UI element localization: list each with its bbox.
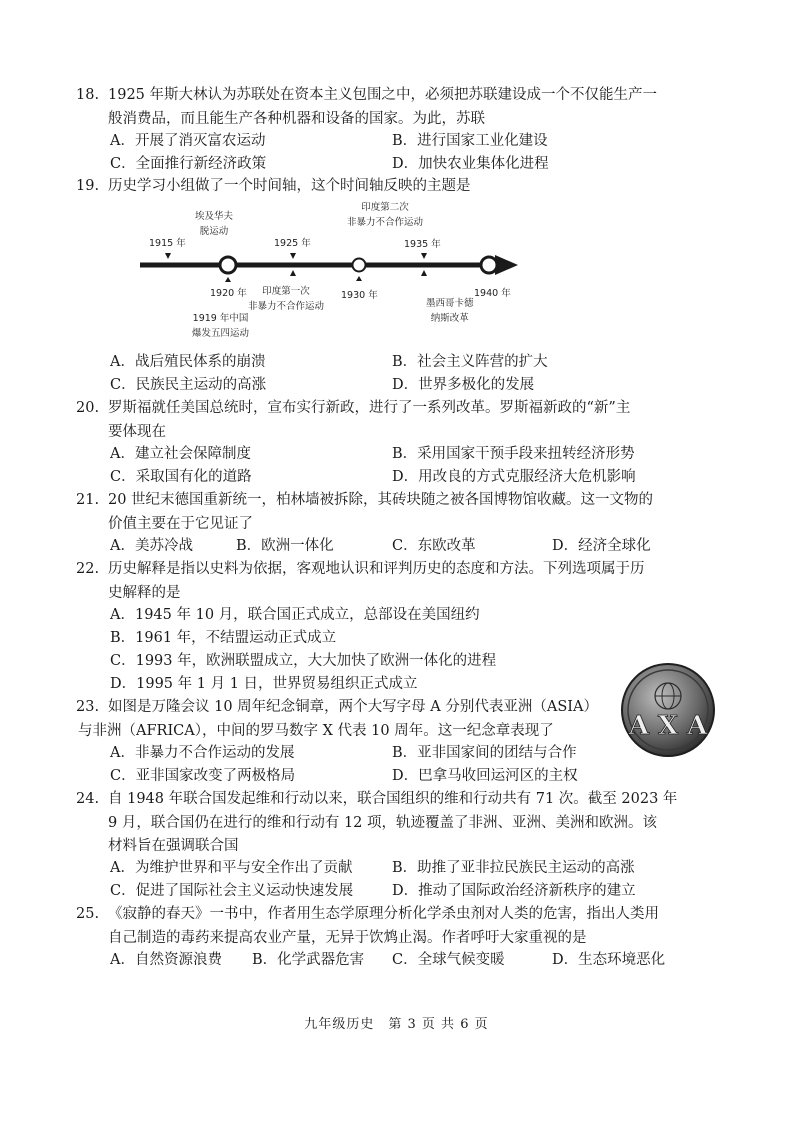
label-line: 纳斯改革 xyxy=(430,313,469,324)
label-1925: 1925 年 xyxy=(274,238,311,249)
tick-below-1920 xyxy=(225,277,231,282)
stem-line: 价值主要在于它见证了 xyxy=(108,515,253,532)
tick-1915 xyxy=(165,253,171,259)
stem-line: 与非洲（AFRICA），中间的罗马数字 X 代表 10 周年。这一纪念章表现了 xyxy=(78,722,554,739)
stem-line: 自 1948 年联合国发起维和行动以来，联合国组织的维和行动共有 71 次。截至 2023 年 xyxy=(108,791,678,807)
question-stem xyxy=(78,489,718,536)
question-number: 22. xyxy=(76,561,100,577)
label-line: 埃及华夫 xyxy=(195,211,234,222)
question-19 xyxy=(78,175,718,199)
option-d: D．推动了国际政治经济新秩序的建立 xyxy=(392,883,636,899)
option-c: C．1993 年，欧洲联盟成立，大大加快了欧洲一体化的进程 xyxy=(110,653,497,669)
option-a: A．战后殖民体系的崩溃 xyxy=(110,354,266,370)
tick-1935 xyxy=(421,253,427,259)
label-line: 墨西哥卡德 xyxy=(426,298,474,309)
bandung-medal-image xyxy=(620,662,716,758)
question-24 xyxy=(78,788,718,859)
tick-below-1935 xyxy=(421,270,427,276)
option-c: C．全面推行新经济政策 xyxy=(110,156,267,172)
question-number: 20. xyxy=(76,400,100,416)
question-stem xyxy=(78,788,718,859)
stem-line: 材料旨在强调联合国 xyxy=(108,838,239,854)
stem-line: 罗斯福就任美国总统时，宣布实行新政，进行了一系列改革。罗斯福新政的“新”主 xyxy=(108,400,631,416)
option-b: B．采用国家干预手段来扭转经济形势 xyxy=(392,446,635,462)
option-d: D．加快农业集体化进程 xyxy=(392,156,549,172)
stem-line: 要体现在 xyxy=(108,423,166,440)
option-d: D．世界多极化的发展 xyxy=(392,377,535,393)
option-b: B．欧洲一体化 xyxy=(236,538,334,554)
page-footer: 九年级历史 第 3 页 共 6 页 xyxy=(304,1017,489,1032)
option-a: A．为维护世界和平与安全作出了贡献 xyxy=(110,860,353,876)
label-india-second xyxy=(347,200,423,230)
option-d: D．1995 年 1 月 1 日，世界贸易组织正式成立 xyxy=(110,676,418,692)
timeline-axis xyxy=(130,250,530,282)
label-line: 印度第一次 xyxy=(262,286,310,297)
option-b: B．化学武器危害 xyxy=(252,952,365,968)
question-22 xyxy=(78,558,718,605)
option-a: A．开展了消灭富农运动 xyxy=(110,133,266,149)
label-egypt xyxy=(195,209,233,239)
tick-below-1925 xyxy=(290,270,296,276)
label-line: 脱运动 xyxy=(199,226,229,237)
label-line: 非暴力不合作运动 xyxy=(347,217,424,228)
stem-line: 自己制造的毒药来提高农业产量，无异于饮鸩止渴。作者呼吁大家重视的是 xyxy=(108,929,587,946)
label-line: 印度第二次 xyxy=(361,202,409,213)
label-line: 非暴力不合作运动 xyxy=(248,301,325,312)
marker-1940 xyxy=(481,257,497,273)
question-23 xyxy=(78,696,618,743)
option-a: A．自然资源浪费 xyxy=(110,952,222,968)
option-a: A．非暴力不合作运动的发展 xyxy=(110,745,295,761)
question-stem xyxy=(78,175,718,199)
stem-line: 9 月，联合国仍在进行的维和行动有 12 项，轨迹覆盖了非洲、亚洲、美洲和欧洲。该 xyxy=(108,814,658,831)
option-d: D．用改良的方式克服经济大危机影响 xyxy=(392,469,636,485)
question-stem xyxy=(78,558,718,605)
stem-line: 史解释的是 xyxy=(108,584,181,601)
option-c: C．采取国有化的道路 xyxy=(110,469,252,485)
question-stem xyxy=(78,84,718,131)
question-18 xyxy=(78,84,718,131)
question-number: 25. xyxy=(76,906,100,922)
label-mexico xyxy=(426,296,474,326)
option-c: C．东欧改革 xyxy=(392,538,476,554)
question-stem xyxy=(78,397,718,444)
question-number: 21. xyxy=(76,492,100,508)
tick-below-1930 xyxy=(356,276,362,281)
question-25 xyxy=(78,903,718,950)
label-1915: 1915 年 xyxy=(149,238,186,249)
marker-1920 xyxy=(220,257,236,273)
option-c: C．亚非国家改变了两极格局 xyxy=(110,768,296,784)
option-d: D．生态环境恶化 xyxy=(552,952,666,968)
label-line: 1919 年中国 xyxy=(192,313,249,324)
label-india-first xyxy=(248,284,324,314)
question-20 xyxy=(78,397,718,444)
stem-line: 《寂静的春天》一书中，作者用生态学原理分析化学杀虫剂对人类的危害，指出人类用 xyxy=(108,906,659,922)
question-stem xyxy=(78,696,618,743)
question-21 xyxy=(78,489,718,536)
option-b: B．进行国家工业化建设 xyxy=(392,133,548,149)
stem-line: 1925 年斯大林认为苏联处在资本主义包围之中，必须把苏联建设成一个不仅能生产一 xyxy=(108,87,658,103)
question-number: 24. xyxy=(76,791,100,807)
stem-line: 历史学习小组做了一个时间轴，这个时间轴反映的主题是 xyxy=(108,178,471,194)
option-b: B．亚非国家间的团结与合作 xyxy=(392,745,577,761)
option-a: A．建立社会保障制度 xyxy=(110,446,251,462)
question-number: 23. xyxy=(76,699,100,715)
stem-line: 历史解释是指以史料为依据，客观地认识和评判历史的态度和方法。下列选项属于历 xyxy=(108,561,645,577)
stem-line: 如图是万隆会议 10 周年纪念铜章，两个大写字母 A 分别代表亚洲（ASIA） xyxy=(108,699,598,715)
question-number: 19. xyxy=(76,178,100,194)
tick-1925 xyxy=(290,253,296,259)
question-stem xyxy=(78,903,718,950)
label-china xyxy=(192,311,249,341)
option-b: B．助推了亚非拉民族民主运动的高涨 xyxy=(392,860,635,876)
label-line: 爆发五四运动 xyxy=(192,328,250,339)
label-1940: 1940 年 xyxy=(474,288,511,299)
label-1920: 1920 年 xyxy=(210,288,247,299)
option-b: B．1961 年，不结盟运动正式成立 xyxy=(110,630,337,646)
label-1930: 1930 年 xyxy=(341,290,378,301)
option-a: A．美苏冷战 xyxy=(110,538,193,554)
option-d: D．经济全球化 xyxy=(552,538,651,554)
marker-1930 xyxy=(353,259,366,272)
label-1935: 1935 年 xyxy=(404,239,441,250)
option-c: C．民族民主运动的高涨 xyxy=(110,377,267,393)
stem-line: 20 世纪末德国重新统一，柏林墙被拆除，其砖块随之被各国博物馆收藏。这一文物的 xyxy=(108,492,654,508)
stem-line: 般消费品，而且能生产各种机器和设备的国家。为此，苏联 xyxy=(108,110,485,127)
option-a: A．1945 年 10 月，联合国正式成立，总部设在美国纽约 xyxy=(110,607,480,623)
option-c: C．促进了国际社会主义运动快速发展 xyxy=(110,883,354,899)
question-number: 18. xyxy=(76,87,100,103)
medal-letters: A X A xyxy=(628,711,708,741)
option-d: D．巴拿马收回运河区的主权 xyxy=(392,768,578,784)
option-b: B．社会主义阵营的扩大 xyxy=(392,354,548,370)
option-c: C．全球气候变暖 xyxy=(392,952,505,968)
